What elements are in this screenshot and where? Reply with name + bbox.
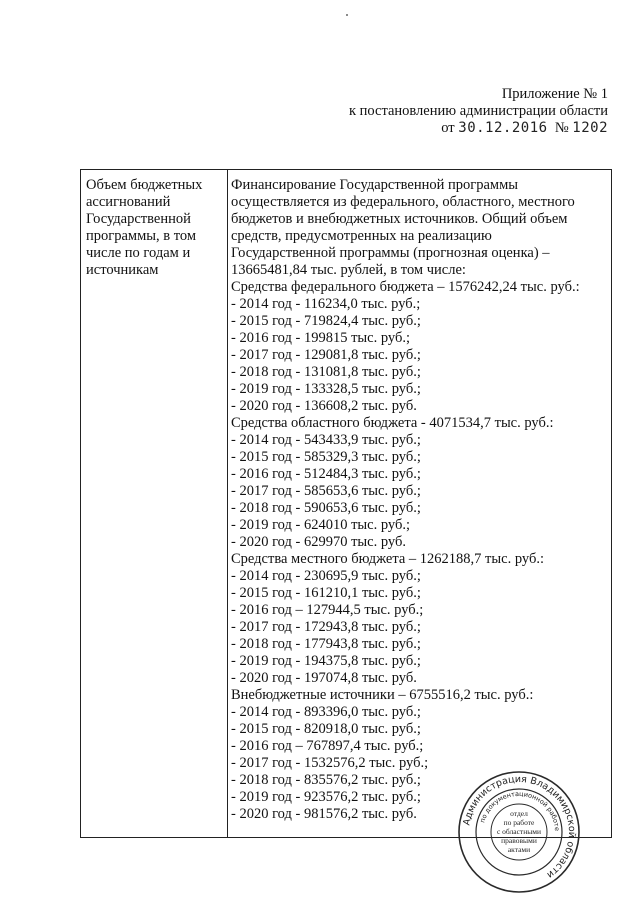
local-item: - 2019 год - 194375,8 тыс. руб.; xyxy=(231,653,421,669)
label-line: программы, в том xyxy=(86,228,197,244)
handwritten-date: 30.12.2016 xyxy=(458,120,548,136)
extrabudget-item: - 2017 год - 1532576,2 тыс. руб.; xyxy=(231,755,429,771)
local-title: Средства местного бюджета – 1262188,7 тыс. руб.: xyxy=(231,551,544,567)
label-line: источникам xyxy=(86,262,159,278)
appendix-date-number xyxy=(308,120,608,137)
stamp-center-line: актами xyxy=(507,845,531,854)
appendix-title: Приложение № 1 xyxy=(501,86,608,102)
extrabudget-item: - 2018 год - 835576,2 тыс. руб.; xyxy=(231,772,421,788)
stamp-center-line: с областными xyxy=(496,827,542,836)
label-line: ассигнований xyxy=(86,194,171,210)
local-item: - 2014 год - 230695,9 тыс. руб.; xyxy=(231,568,421,584)
intro-line: осуществляется из федерального, областного, местного xyxy=(231,194,575,210)
federal-item: - 2018 год - 131081,8 тыс. руб.; xyxy=(231,364,421,380)
stamp-center-line: отдел xyxy=(510,809,528,818)
local-item: - 2020 год - 197074,8 тыс. руб. xyxy=(231,670,417,686)
federal-item: - 2014 год - 116234,0 тыс. руб.; xyxy=(231,296,421,312)
stamp-inner-textpath: по документационной работе xyxy=(478,789,562,832)
budget-table xyxy=(80,169,612,838)
extrabudget-item: - 2015 год - 820918,0 тыс. руб.; xyxy=(231,721,421,737)
federal-item: - 2019 год - 133328,5 тыс. руб.; xyxy=(231,381,421,397)
federal-item: - 2015 год - 719824,4 тыс. руб.; xyxy=(231,313,421,329)
label-line: числе по годам и xyxy=(86,245,191,261)
date-prefix: от xyxy=(441,120,455,136)
label-line: Объем бюджетных xyxy=(86,177,203,193)
scan-speck xyxy=(346,14,348,16)
extrabudget-item: - 2014 год - 893396,0 тыс. руб.; xyxy=(231,704,421,720)
regional-item: - 2016 год - 512484,3 тыс. руб.; xyxy=(231,466,421,482)
label-line: Государственной xyxy=(86,211,191,227)
stamp-center-line: правовыми xyxy=(501,836,537,845)
regional-item: - 2020 год - 629970 тыс. руб. xyxy=(231,534,406,550)
federal-title: Средства федерального бюджета – 1576242,24 тыс. руб.: xyxy=(231,279,580,295)
column-divider xyxy=(227,170,228,837)
regional-item: - 2015 год - 585329,3 тыс. руб.; xyxy=(231,449,421,465)
appendix-reference: к постановлению администрации области xyxy=(348,103,608,119)
local-item: - 2017 год - 172943,8 тыс. руб.; xyxy=(231,619,421,635)
intro-line: бюджетов и внебюджетных источников. Общий объем xyxy=(231,211,568,227)
intro-line: 13665481,84 тыс. рублей, в том числе: xyxy=(231,262,466,278)
local-item: - 2016 год – 127944,5 тыс. руб.; xyxy=(231,602,424,618)
official-stamp xyxy=(457,770,581,894)
local-item: - 2018 год - 177943,8 тыс. руб.; xyxy=(231,636,421,652)
number-prefix: № xyxy=(554,120,569,136)
federal-item: - 2017 год - 129081,8 тыс. руб.; xyxy=(231,347,421,363)
regional-item: - 2017 год - 585653,6 тыс. руб.; xyxy=(231,483,421,499)
intro-line: Финансирование Государственной программы xyxy=(231,177,519,193)
stamp-center-line: по работе xyxy=(503,818,535,827)
regional-item: - 2014 год - 543433,9 тыс. руб.; xyxy=(231,432,421,448)
extrabudget-item: - 2019 год - 923576,2 тыс. руб.; xyxy=(231,789,421,805)
federal-item: - 2016 год - 199815 тыс. руб.; xyxy=(231,330,410,346)
regional-title: Средства областного бюджета - 4071534,7 тыс. руб.: xyxy=(231,415,554,431)
handwritten-number: 1202 xyxy=(572,120,608,136)
intro-line: Государственной программы (прогнозная оценка) – xyxy=(231,245,550,261)
extrabudget-item: - 2020 год - 981576,2 тыс. руб. xyxy=(231,806,417,822)
regional-item: - 2018 год - 590653,6 тыс. руб.; xyxy=(231,500,421,516)
local-item: - 2015 год - 161210,1 тыс. руб.; xyxy=(231,585,421,601)
appendix-header xyxy=(308,86,608,137)
stamp-center-text xyxy=(497,809,541,854)
extrabudget-item: - 2016 год – 767897,4 тыс. руб.; xyxy=(231,738,424,754)
extrabudget-title: Внебюджетные источники – 6755516,2 тыс. руб.: xyxy=(231,687,534,703)
federal-item: - 2020 год - 136608,2 тыс. руб. xyxy=(231,398,417,414)
regional-item: - 2019 год - 624010 тыс. руб.; xyxy=(231,517,410,533)
intro-line: средств, предусмотренных на реализацию xyxy=(231,228,492,244)
stamp-outer-textpath: Администрация Владимирской области xyxy=(461,773,578,881)
right-cell-content xyxy=(231,177,606,823)
left-cell-label xyxy=(86,177,224,279)
